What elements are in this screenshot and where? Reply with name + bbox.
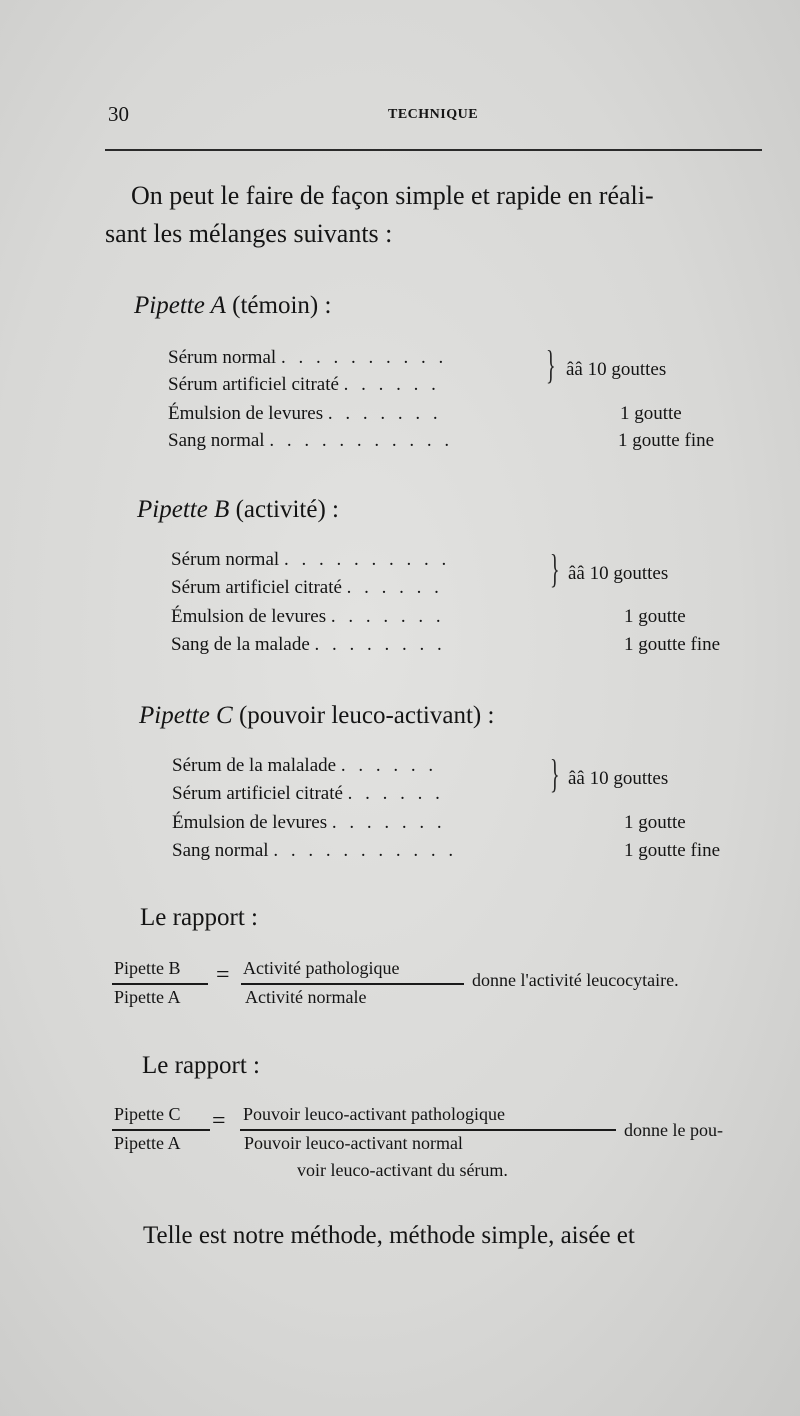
row-leader-dots: . . . . . . . . . . xyxy=(280,347,448,368)
pipette-c-row-3-qty: 1 goutte xyxy=(624,812,686,833)
row-leader-dots: . . . . . . xyxy=(340,755,438,776)
rapport-1-result: donne l'activité leucocytaire. xyxy=(472,970,679,990)
rapport-2-right-denominator: Pouvoir leuco-activant normal xyxy=(244,1133,463,1153)
pipette-a-row-4 xyxy=(168,430,453,452)
pipette-a-row-3 xyxy=(168,403,442,425)
row-leader-dots: . . . . . . xyxy=(346,577,443,598)
pipette-c-row-1 xyxy=(172,755,437,777)
header-rule xyxy=(105,149,762,151)
pipette-b-row-3 xyxy=(171,606,445,628)
pipette-b-name: Pipette B xyxy=(137,496,230,523)
pipette-a-heading xyxy=(134,292,331,320)
row-label: Sérum artificiel citraté xyxy=(168,374,339,395)
rapport-2-left-denominator: Pipette A xyxy=(114,1133,181,1153)
row-label: Sang normal xyxy=(172,840,269,861)
row-label: Sérum artificiel citraté xyxy=(172,783,343,804)
pipette-c-row-2 xyxy=(172,783,444,805)
pipette-c-row-4 xyxy=(172,840,457,862)
row-label: Sérum normal xyxy=(171,549,280,570)
pipette-a-row-1 xyxy=(168,347,447,369)
row-leader-dots: . . . . . . . . . . . xyxy=(269,430,454,451)
pipette-a-row-3-qty: 1 goutte xyxy=(620,403,682,424)
running-title: TECHNIQUE xyxy=(388,107,479,122)
row-leader-dots: . . . . . . . xyxy=(330,606,445,627)
pipette-b-brace-qty: ââ 10 gouttes xyxy=(568,563,669,584)
pipette-c-brace: } xyxy=(550,751,560,796)
pipette-c-role: (pouvoir leuco-activant) : xyxy=(232,702,495,729)
row-leader-dots: . . . . . . . xyxy=(331,812,446,833)
pipette-a-role: (témoin) : xyxy=(225,292,332,319)
row-label: Sérum de la malalade xyxy=(172,755,337,776)
row-label: Émulsion de levures xyxy=(171,606,327,627)
pipette-b-heading xyxy=(137,496,339,524)
pipette-b-role: (activité) : xyxy=(229,496,339,523)
rapport-1-right-numerator: Activité pathologique xyxy=(243,958,400,978)
rapport-1-equals: = xyxy=(216,962,230,988)
rapport-1-label: Le rapport : xyxy=(140,904,259,931)
row-leader-dots: . . . . . . . xyxy=(327,403,442,424)
rapport-2-left-numerator: Pipette C xyxy=(114,1104,181,1124)
intro-line-2: sant les mélanges suivants : xyxy=(105,219,393,248)
pipette-c-name: Pipette C xyxy=(139,702,233,729)
rapport-2-result-continued: voir leuco-activant du sérum. xyxy=(297,1160,508,1180)
row-leader-dots: . . . . . . xyxy=(347,783,444,804)
rapport-1-left-fraction-bar xyxy=(112,983,208,985)
row-leader-dots: . . . . . . xyxy=(343,374,440,395)
page-number: 30 xyxy=(108,102,129,126)
pipette-a-brace-qty: ââ 10 gouttes xyxy=(566,359,667,380)
rapport-1-left-denominator: Pipette A xyxy=(114,987,181,1007)
row-leader-dots: . . . . . . . . xyxy=(314,634,446,655)
pipette-b-row-2 xyxy=(171,577,443,599)
pipette-c-row-3 xyxy=(172,812,446,834)
pipette-b-row-4 xyxy=(171,634,446,656)
intro-line-1: On peut le faire de façon simple et rapide en réali- xyxy=(131,181,654,210)
rapport-1-right-fraction-bar xyxy=(241,983,464,985)
pipette-c-row-4-qty: 1 goutte fine xyxy=(624,840,721,861)
row-leader-dots: . . . . . . . . . . . xyxy=(273,840,458,861)
pipette-b-brace: } xyxy=(550,546,560,591)
pipette-c-brace-qty: ââ 10 gouttes xyxy=(568,768,669,789)
pipette-b-row-3-qty: 1 goutte xyxy=(624,606,686,627)
row-label: Émulsion de levures xyxy=(168,403,324,424)
pipette-a-name: Pipette A xyxy=(134,292,226,319)
pipette-b-row-1 xyxy=(171,549,450,571)
row-label: Sérum normal xyxy=(168,347,277,368)
row-label: Émulsion de levures xyxy=(172,812,328,833)
closing-line: Telle est notre méthode, méthode simple, aisée et xyxy=(143,1222,635,1249)
pipette-b-row-4-qty: 1 goutte fine xyxy=(624,634,721,655)
rapport-1-left-numerator: Pipette B xyxy=(114,958,181,978)
row-label: Sang normal xyxy=(168,430,265,451)
rapport-2-label: Le rapport : xyxy=(142,1052,261,1079)
pipette-a-row-4-qty: 1 goutte fine xyxy=(618,430,715,451)
pipette-a-brace: } xyxy=(546,342,556,387)
pipette-a-row-2 xyxy=(168,374,440,396)
pipette-c-heading xyxy=(139,702,494,730)
row-label: Sang de la malade xyxy=(171,634,310,655)
row-label: Sérum artificiel citraté xyxy=(171,577,342,598)
rapport-2-right-fraction-bar xyxy=(240,1129,616,1131)
rapport-2-right-numerator: Pouvoir leuco-activant pathologique xyxy=(243,1104,505,1124)
rapport-2-equals: = xyxy=(212,1108,226,1134)
rapport-1-right-denominator: Activité normale xyxy=(245,987,367,1007)
rapport-2-result: donne le pou- xyxy=(624,1120,723,1140)
row-leader-dots: . . . . . . . . . . xyxy=(283,549,451,570)
rapport-2-left-fraction-bar xyxy=(112,1129,210,1131)
